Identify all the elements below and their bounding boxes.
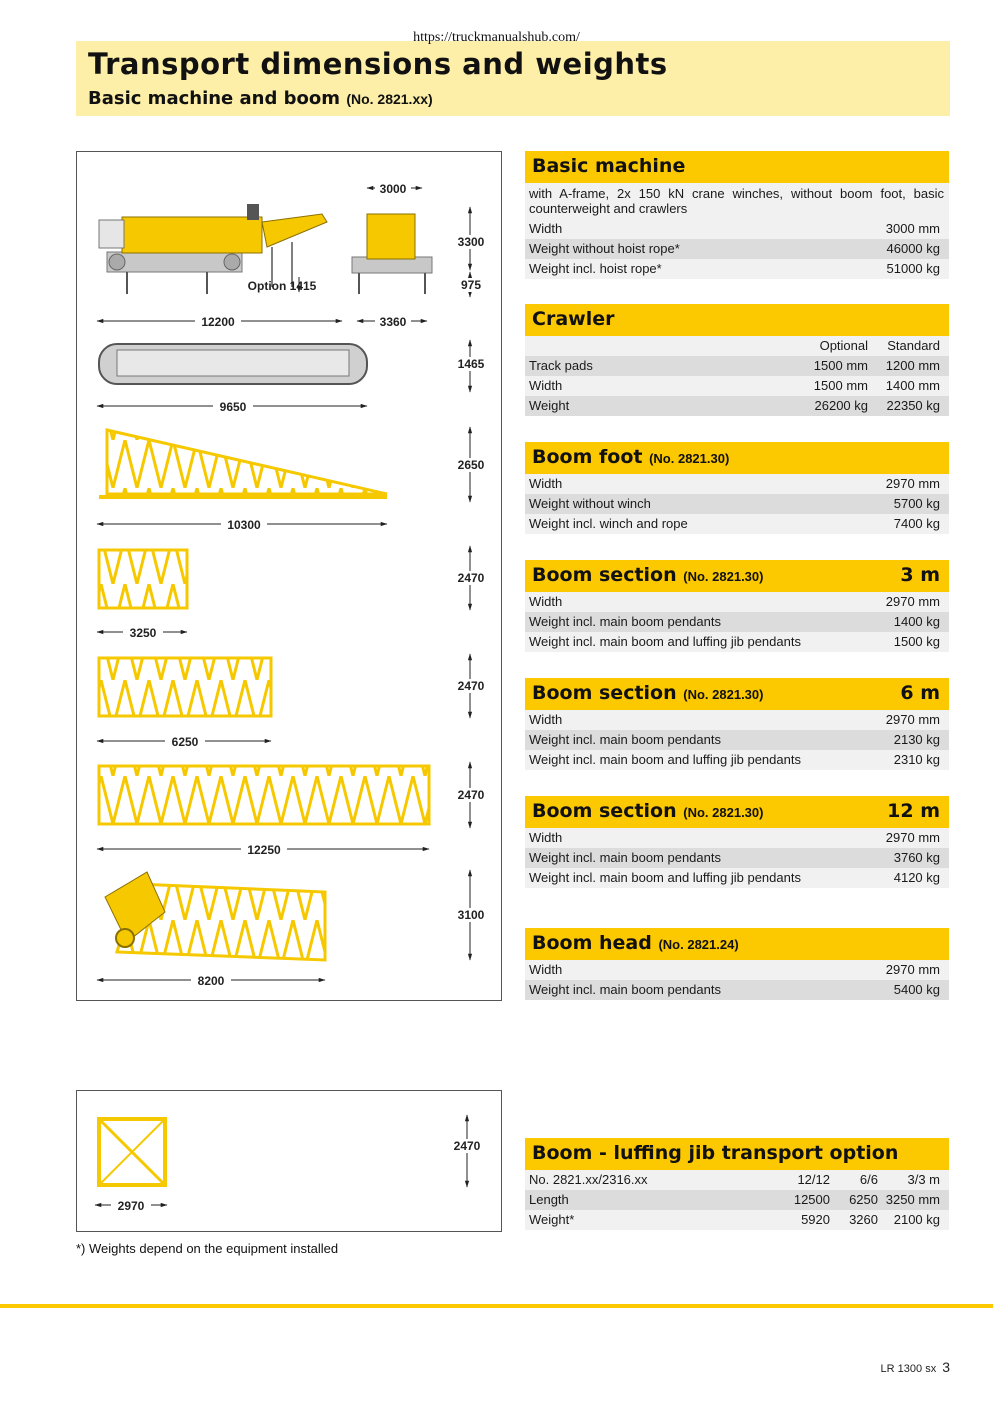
row-value: 3000 mm (885, 221, 940, 236)
row-label: Track pads (529, 358, 593, 373)
row-value: 2130 kg (893, 732, 940, 747)
row-label: Width (529, 830, 563, 845)
basic-machine-table (525, 151, 949, 279)
boom-section-12m-size: 12 m (887, 800, 940, 822)
boom-foot-drawing (99, 430, 387, 497)
boom-foot-header (525, 442, 949, 474)
row-label: Weight incl. main boom and luffing jib pendants (529, 634, 801, 649)
row-value: 2970 mm (885, 712, 940, 727)
table-row (525, 710, 949, 730)
row-value: 4120 kg (893, 870, 940, 885)
crawler-title: Crawler (532, 308, 615, 330)
subtitle-number: (No. 2821.xx) (346, 91, 433, 107)
boom-section-3m-table (525, 560, 949, 652)
row-label: Width (529, 221, 563, 236)
table-row (525, 514, 949, 534)
boom-section-6m-size: 6 m (900, 682, 940, 704)
page-number: 3 (942, 1359, 950, 1375)
page-title: Transport dimensions and weights (88, 47, 668, 81)
boom-section-3m-title: Boom section (No. 2821.30) (532, 564, 764, 586)
row-value: 3260 (849, 1212, 878, 1227)
row-value: 2310 kg (893, 752, 940, 767)
table-row (525, 239, 949, 259)
table-row (525, 219, 949, 239)
boom-section-6m-drawing (99, 658, 271, 716)
basic-machine-header (525, 151, 949, 183)
dim-bm-width-top: 3000 (379, 182, 407, 196)
transport-drawings (77, 152, 501, 1000)
boom-foot-table (525, 442, 949, 534)
dim-end-height: 2470 (453, 1139, 481, 1153)
table-row (525, 632, 949, 652)
row-value: 2970 mm (885, 594, 940, 609)
end-view-drawing (77, 1091, 501, 1231)
dim-bm-option: Option 1415 (247, 279, 317, 293)
row-value: 5700 kg (893, 496, 940, 511)
dim-end-width: 2970 (117, 1199, 145, 1213)
table-row (525, 750, 949, 770)
row-value: 1400 kg (893, 614, 940, 629)
dim-sec3-length: 3250 (129, 626, 157, 640)
table-header-row (525, 336, 949, 356)
boom-foot-title: Boom foot (No. 2821.30) (532, 446, 730, 468)
col-optional: Optional (819, 338, 868, 353)
row-label: Weight incl. main boom pendants (529, 614, 721, 629)
crawler-drawing (99, 344, 367, 384)
boom-section-12m-drawing (99, 766, 429, 824)
row-label: Weight incl. main boom pendants (529, 982, 721, 997)
row-label: Weight (529, 398, 570, 413)
row-value: 2970 mm (885, 830, 940, 845)
row-value: 3760 kg (893, 850, 940, 865)
dim-head-height: 3100 (457, 908, 485, 922)
table-row (525, 356, 949, 376)
basic-machine-front-drawing (352, 214, 432, 294)
table-row (525, 848, 949, 868)
row-value: 2970 mm (885, 476, 940, 491)
boom-section-6m-table (525, 678, 949, 770)
model-name: LR 1300 sx (880, 1363, 937, 1375)
transport-option-title: Boom - luffing jib transport option (532, 1142, 899, 1164)
row-value: 3250 mm (885, 1192, 940, 1207)
row-value: 46000 kg (886, 241, 940, 256)
row-label: Width (529, 712, 563, 727)
boom-head-title: Boom head (No. 2821.24) (532, 932, 739, 954)
transport-option-header (525, 1138, 949, 1170)
row-value: 1500 mm (813, 378, 868, 393)
table-row (525, 980, 949, 1000)
table-row (525, 592, 949, 612)
basic-machine-title: Basic machine (532, 155, 686, 177)
dim-bm-side-width: 3360 (379, 315, 407, 329)
table-row (525, 494, 949, 514)
row-value: 6/6 (859, 1172, 878, 1187)
row-value: 7400 kg (893, 516, 940, 531)
boom-section-3m-drawing (99, 550, 187, 608)
dim-foot-length: 10300 (227, 518, 261, 532)
row-value: 1400 mm (885, 378, 940, 393)
row-label: Width (529, 476, 563, 491)
table-row (525, 376, 949, 396)
source-url: https://truckmanualshub.com/ (413, 30, 580, 45)
boom-head-table (525, 928, 949, 1000)
crawler-header (525, 304, 949, 336)
dim-foot-height: 2650 (457, 458, 485, 472)
boom-section-3m-size: 3 m (900, 564, 940, 586)
end-view-panel (76, 1090, 502, 1232)
dim-head-length: 8200 (197, 974, 225, 988)
row-label: Weight incl. hoist rope* (529, 261, 662, 276)
row-label: Weight incl. main boom and luffing jib pendants (529, 752, 801, 767)
row-label: Weight incl. main boom pendants (529, 732, 721, 747)
dim-sec3-height: 2470 (457, 571, 485, 585)
boom-section-12m-table (525, 796, 949, 888)
dim-sec12-height: 2470 (457, 788, 485, 802)
row-label: Weight* (529, 1212, 575, 1227)
row-value: 5400 kg (893, 982, 940, 997)
row-label: Width (529, 594, 563, 609)
dim-sec6-length: 6250 (171, 735, 199, 749)
row-value: 5920 (801, 1212, 830, 1227)
page-header (76, 41, 950, 116)
boom-section-6m-title: Boom section (No. 2821.30) (532, 682, 764, 704)
dim-sec6-height: 2470 (457, 679, 485, 693)
row-value: 12500 (793, 1192, 830, 1207)
boom-section-12m-title: Boom section (No. 2821.30) (532, 800, 764, 822)
dim-bm-lower: 975 (460, 278, 482, 292)
footer-rule (0, 1304, 993, 1308)
transport-option-table (525, 1138, 949, 1230)
table-row (525, 1210, 949, 1230)
row-label: Weight incl. winch and rope (529, 516, 688, 531)
page-footer (881, 1359, 950, 1375)
table-row (525, 396, 949, 416)
drawing-panel (76, 151, 502, 1001)
row-label: Length (529, 1192, 569, 1207)
row-value: 51000 kg (886, 261, 940, 276)
table-row (525, 960, 949, 980)
page-subtitle (88, 88, 433, 109)
table-row (525, 868, 949, 888)
table-row (525, 612, 949, 632)
row-value: 26200 kg (814, 398, 868, 413)
subtitle-text: Basic machine and boom (88, 88, 341, 109)
boom-head-drawing (105, 872, 325, 960)
row-label: Width (529, 962, 563, 977)
boom-section-3m-header (525, 560, 949, 592)
boom-section-12m-header (525, 796, 949, 828)
row-value: 3/3 m (907, 1172, 940, 1187)
table-row (525, 259, 949, 279)
row-label: Weight without winch (529, 496, 651, 511)
table-row (525, 1170, 949, 1190)
dim-crawler-height: 1465 (457, 357, 485, 371)
dim-sec12-length: 12250 (247, 843, 281, 857)
row-label: Weight incl. main boom and luffing jib pendants (529, 870, 801, 885)
table-row (525, 474, 949, 494)
row-label: No. 2821.xx/2316.xx (529, 1172, 648, 1187)
table-row (525, 730, 949, 750)
col-standard: Standard (887, 338, 940, 353)
table-row (525, 1190, 949, 1210)
dim-bm-height: 3300 (457, 235, 485, 249)
row-value: 12/12 (797, 1172, 830, 1187)
boom-section-6m-header (525, 678, 949, 710)
row-value: 1200 mm (885, 358, 940, 373)
row-value: 2970 mm (885, 962, 940, 977)
row-label: Width (529, 378, 563, 393)
row-label: Weight incl. main boom pendants (529, 850, 721, 865)
row-value: 1500 kg (893, 634, 940, 649)
boom-head-header (525, 928, 949, 960)
basic-machine-desc: with A-frame, 2x 150 kN crane winches, without boom foot, basic counterweight and crawlers (525, 183, 949, 219)
row-label: Weight without hoist rope* (529, 241, 680, 256)
row-value: 22350 kg (886, 398, 940, 413)
dim-crawler-length: 9650 (219, 400, 247, 414)
table-row (525, 828, 949, 848)
crawler-table (525, 304, 949, 416)
dim-bm-length: 12200 (201, 315, 235, 329)
row-value: 6250 (849, 1192, 878, 1207)
row-value: 1500 mm (813, 358, 868, 373)
row-value: 2100 kg (893, 1212, 940, 1227)
footnote: *) Weights depend on the equipment installed (76, 1241, 339, 1256)
